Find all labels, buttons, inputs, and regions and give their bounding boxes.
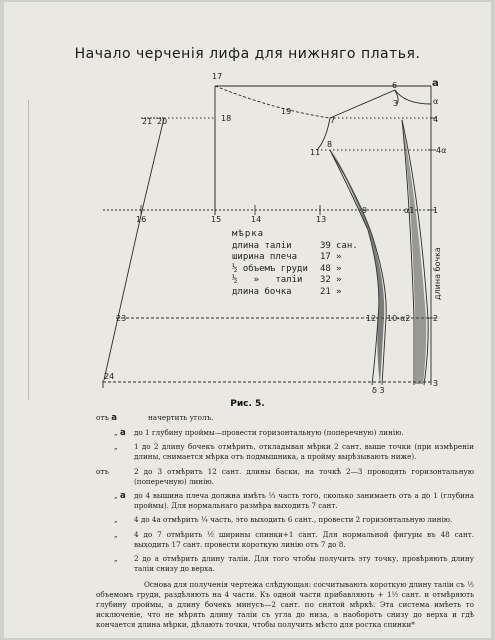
point-17: 17 <box>212 72 223 81</box>
point-6: 6 <box>392 81 398 90</box>
point-14: 14 <box>251 215 262 224</box>
method-paragraph: Основа для полученія чертежа слѣдующая: сосчитывають короткую длину таліи съ ½ объемомъ груди, раздѣляють на 4 части. Къ одной части прибавляють + 1½ сант. и отмѣряють глубину проймы, а длину бочекъ минусъ—2 сант. по снятой мѣркѣ. Эта система имѣеть то исключеніе, что не мѣрять длину таліи съ угла до низа, а наоборотъ снизу до верха и гдѣ кончается длина мѣрки, дѣлають точки, чтобы получить мѣсто для ростка спинки* <box>96 580 474 630</box>
instruction-step: „ а до 4 вышина плеча должна имѣть ⅓ часть того, сколько занимаеть отъ а до 1 (глубина проймы). Для нормальнаго размѣра выходить 7 сант. <box>114 490 474 510</box>
point-21: 21 <box>142 117 153 126</box>
measurement-row: ½ » таліи 32 » <box>232 275 342 286</box>
point-24: 24 <box>104 372 115 381</box>
point-3-bottom: 3 <box>433 379 439 388</box>
armhole-dashed-curve <box>215 86 330 118</box>
measurement-heading: мѣрка <box>232 229 265 239</box>
point-4alpha: 4α <box>436 146 447 155</box>
point-4: 4 <box>433 115 439 124</box>
measurement-table <box>232 229 358 299</box>
instruction-step: „ 1 до 2 длину бочекъ отмѣрить, откладывая мѣрки 2 сант. выше точки (при измѣреніи длины, снимается мѣрка отъ подмышника, а пройму вырѣзывають ниже). <box>114 442 474 462</box>
side-label-length: длина бочка <box>433 247 442 300</box>
point-alpha1: α1 <box>404 206 415 215</box>
measurement-row: ½ объемъ груди 48 » <box>232 263 342 274</box>
instruction-step: отъ 2 до 3 отмѣрить 12 сант. длины баски, на точкѣ 2—3 проводять горизонтальную (поперечную) линію. <box>96 466 474 486</box>
point-16: 16 <box>136 215 147 224</box>
instruction-step: „ 4 до 7 отмѣрить ½ ширины спинки+1 сант. Для нормальной фигуры въ 48 сант. выходить 17 сант. провести короткую линію отъ 7 до 8. <box>114 529 474 549</box>
instructions-text <box>96 409 474 630</box>
point-12: 12 <box>366 314 377 323</box>
point-2: 2 <box>433 314 439 323</box>
point-19: 19 <box>281 107 292 116</box>
point-1: 1 <box>433 206 439 215</box>
point-3: 3 <box>393 99 399 108</box>
point-18: 18 <box>221 114 232 123</box>
point-10-alpha2: 10-α2 <box>387 314 411 323</box>
neck-curve <box>395 90 431 104</box>
point-7: 7 <box>330 116 336 125</box>
instruction-step: „ 4 до 4а отмѣрить ¼ часть, это выходить 6 сант., провести 2 горизонтальную линію. <box>114 515 453 525</box>
page-title: Начало черченія лифа для нижняго платья. <box>74 46 421 62</box>
point-8: 8 <box>327 140 333 149</box>
point-23: 23 <box>116 314 127 323</box>
shoulder-line <box>330 90 395 118</box>
measurement-row: длина таліи 39 сан. <box>232 240 358 251</box>
point-9: 9 <box>362 206 368 215</box>
instruction-step: отъ а начертить уголъ. <box>96 413 214 424</box>
measurement-row: ширина плеча 17 » <box>232 252 342 263</box>
point-delta3: δ 3 <box>372 386 385 395</box>
figure-caption: Рис. 5. <box>230 399 265 409</box>
point-15: 15 <box>211 215 222 224</box>
point-13: 13 <box>316 215 327 224</box>
line-back-edge <box>104 215 141 380</box>
point-11: 11 <box>310 148 321 157</box>
point-alpha: α <box>433 97 439 106</box>
measurement-row: длина бочка 21 » <box>232 286 342 297</box>
point-a: а <box>432 78 439 89</box>
instruction-step: „ 2 до а отмѣрить длину таліи. Для того чтобы получить эту точку, провѣряють длину таліи снизу до верха. <box>114 554 474 574</box>
point-20: 20 <box>157 117 168 126</box>
instruction-step: „ а до 1 глубину проймы—провести горизонтальную (поперечную) линію. <box>114 427 404 438</box>
